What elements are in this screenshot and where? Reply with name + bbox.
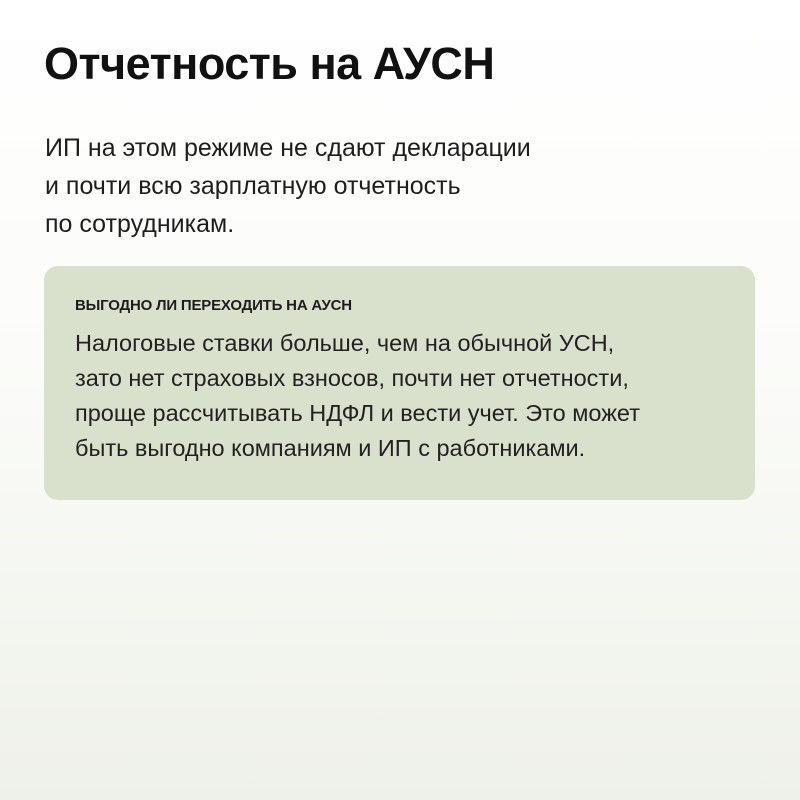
intro-line: ИП на этом режиме не сдают декларации [45,134,531,162]
callout-line: Налоговые ставки больше, чем на обычной УСН, [75,330,615,356]
callout-heading: ВЫГОДНО ЛИ ПЕРЕХОДИТЬ НА АУСН [75,297,352,314]
callout-line: быть выгодно компаниям и ИП с работниками. [75,435,586,461]
intro-line: по сотрудникам. [45,210,235,238]
callout-text [75,326,725,466]
intro-paragraph [45,129,685,243]
intro-line: и почти всю зарплатную отчетность [45,172,461,200]
callout-line: зато нет страховых взносов, почти нет отчетности, [75,365,629,391]
page-title: Отчетность на АУСН [44,38,495,89]
info-callout [44,266,755,500]
callout-line: проще рассчитывать НДФЛ и вести учет. Это может [75,400,640,426]
